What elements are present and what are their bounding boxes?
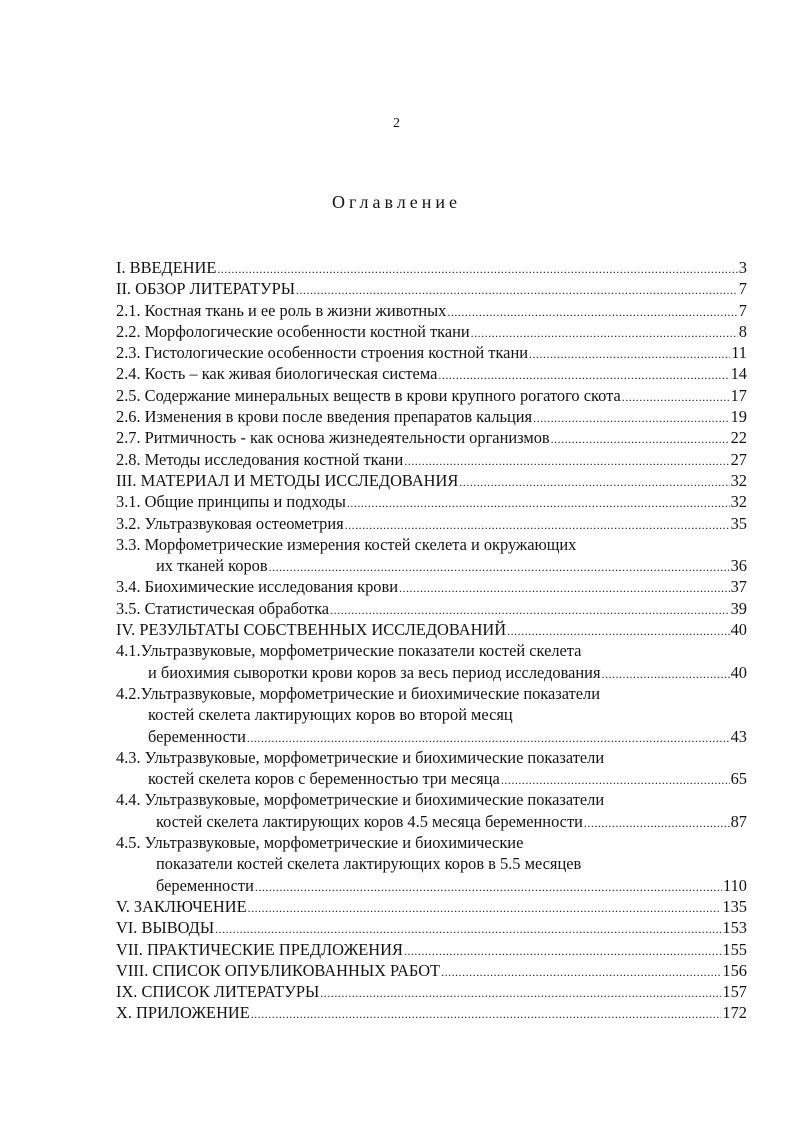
- toc-dot-leader: [320, 981, 721, 1002]
- toc-dot-leader: [347, 491, 730, 512]
- toc-entry-page: 3: [738, 258, 747, 277]
- toc-entry-text: 3.5. Статистическая обработка: [116, 598, 330, 618]
- toc-entry-page: 19: [730, 407, 747, 427]
- toc-entry-text: VIII. СПИСОК ОПУБЛИКОВАННЫХ РАБОТ: [116, 960, 441, 980]
- toc-entry-text: 4.1.Ультразвуковые, морфометрические показатели костей скелета: [116, 641, 582, 661]
- toc-dot-leader: [529, 342, 730, 363]
- toc-entry: [116, 598, 747, 619]
- toc-dot-leader: [330, 598, 730, 619]
- toc-dot-leader: [345, 513, 730, 534]
- toc-entry: [116, 939, 747, 960]
- toc-entry-text: 4.5. Ультразвуковые, морфометрические и биохимические: [116, 833, 524, 853]
- toc-entry-page: 36: [730, 556, 747, 576]
- toc-dot-leader: [622, 385, 730, 406]
- toc-entry-text: 2.5. Содержание минеральных веществ в крови крупного рогатого скота: [116, 385, 621, 405]
- toc-entry-text: 4.2.Ультразвуковые, морфометрические и биохимические показатели: [116, 683, 601, 703]
- page-title: Оглавление: [332, 192, 461, 212]
- toc-entry: [116, 576, 747, 597]
- toc-entry-continuation: костей скелета лактирующих коров 4.5 месяца беременности: [156, 811, 583, 831]
- toc-dot-leader: [447, 300, 737, 321]
- toc-dot-leader: [255, 875, 722, 896]
- toc-dot-leader: [215, 917, 721, 938]
- toc-dot-leader: [584, 811, 730, 832]
- toc-entry-text: IV. РЕЗУЛЬТАТЫ СОБСТВЕННЫХ ИССЛЕДОВАНИЙ: [116, 620, 507, 640]
- toc-entry-page: 40: [730, 620, 747, 640]
- toc-entry-text: VII. ПРАКТИЧЕСКИЕ ПРЕДЛОЖЕНИЯ: [116, 939, 403, 959]
- toc-entry-page: 22: [730, 428, 747, 448]
- toc-entry: [116, 470, 747, 491]
- toc-entry: [116, 875, 747, 896]
- toc-entry-continuation: их тканей коров: [156, 556, 268, 576]
- toc-entry: [116, 491, 747, 512]
- page-number: 2: [393, 116, 400, 131]
- toc-entry: [116, 278, 747, 299]
- toc-entry-text: X. ПРИЛОЖЕНИЕ: [116, 1003, 250, 1023]
- toc-entry-page: 156: [722, 960, 747, 980]
- toc-entry-page: 135: [722, 896, 747, 916]
- toc-entry-page: 172: [722, 1003, 747, 1023]
- toc-dot-leader: [501, 768, 730, 789]
- toc-entry: [116, 257, 747, 278]
- toc-entry-page: 110: [723, 875, 747, 895]
- toc-entry-text: 2.6. Изменения в крови после введения препаратов кальция: [116, 407, 533, 427]
- toc-entry: [116, 768, 747, 789]
- toc-entry-text: IX. СПИСОК ЛИТЕРАТУРЫ: [116, 982, 320, 1002]
- toc-dot-leader: [269, 555, 730, 576]
- toc-entry: [116, 427, 747, 448]
- toc-dot-leader: [248, 896, 722, 917]
- toc-entry: [116, 619, 747, 640]
- toc-dot-leader: [459, 470, 729, 491]
- toc-entry: [116, 811, 747, 832]
- toc-entry: [116, 662, 747, 683]
- toc-dot-leader: [441, 960, 721, 981]
- toc-entry-continuation: костей скелета лактирующих коров во второй месяц: [148, 705, 513, 725]
- toc-dot-leader: [533, 406, 730, 427]
- toc-entry: [116, 960, 747, 981]
- toc-entry: [116, 555, 747, 576]
- toc-entry-page: 153: [722, 918, 747, 938]
- toc-entry: [116, 896, 747, 917]
- toc-entry-text: III. МАТЕРИАЛ И МЕТОДЫ ИССЛЕДОВАНИЯ: [116, 470, 459, 490]
- toc-entry: [116, 981, 747, 1002]
- toc-entry-page: 155: [722, 939, 747, 959]
- toc-entry-page: 35: [730, 513, 747, 533]
- toc-entry: [116, 385, 747, 406]
- toc-entry: [116, 917, 747, 938]
- toc-entry-text: 3.3. Морфометрические измерения костей скелета и окружающих: [116, 534, 577, 554]
- toc-entry: [116, 406, 747, 427]
- toc-entry-text: VI. ВЫВОДЫ: [116, 918, 215, 938]
- toc-entry-page: 43: [730, 726, 747, 746]
- toc-entry-page: 14: [730, 364, 747, 384]
- toc-dot-leader: [551, 427, 730, 448]
- toc-entry-text: 3.1. Общие принципы и подходы: [116, 492, 346, 512]
- toc-entry-continuation: костей скелета коров с беременностью три месяца: [148, 769, 500, 789]
- toc-entry-page: 37: [730, 577, 747, 597]
- toc-entry: [116, 300, 747, 321]
- toc-entry-text: 3.2. Ультразвуковая остеометрия: [116, 513, 344, 533]
- toc-entry-page: 27: [730, 449, 747, 469]
- toc-dot-leader: [404, 449, 729, 470]
- toc-entry-text: 2.8. Методы исследования костной ткани: [116, 449, 404, 469]
- toc-entry-page: 11: [731, 343, 747, 363]
- toc-entry-continuation: беременности: [148, 726, 246, 746]
- table-of-contents: [116, 257, 747, 1024]
- toc-entry-page: 8: [738, 321, 747, 341]
- toc-entry-continuation: беременности: [156, 875, 254, 895]
- toc-entry: [116, 342, 747, 363]
- toc-dot-leader: [247, 726, 730, 747]
- toc-entry-page: 39: [730, 598, 747, 618]
- toc-dot-leader: [601, 662, 729, 683]
- toc-entry-page: 32: [730, 492, 747, 512]
- toc-dot-leader: [251, 1002, 722, 1023]
- toc-entry: [116, 449, 747, 470]
- toc-entry-text: 3.4. Биохимические исследования крови: [116, 577, 399, 597]
- toc-entry-text: 4.3. Ультразвуковые, морфометрические и биохимические показатели: [116, 747, 605, 767]
- toc-entry-page: 40: [730, 662, 747, 682]
- toc-entry-text: 2.1. Костная ткань и ее роль в жизни животных: [116, 300, 447, 320]
- toc-entry-text: I. ВВЕДЕНИЕ: [116, 258, 217, 277]
- toc-entry-page: 7: [738, 300, 747, 320]
- toc-dot-leader: [399, 576, 730, 597]
- toc-entry-text: 4.4. Ультразвуковые, морфометрические и биохимические показатели: [116, 790, 605, 810]
- toc-dot-leader: [404, 939, 722, 960]
- toc-entry-text: 2.7. Ритмичность - как основа жизнедеятельности организмов: [116, 428, 550, 448]
- toc-entry-continuation: и биохимия сыворотки крови коров за весь период исследования: [148, 662, 601, 682]
- toc-entry: [116, 726, 747, 747]
- toc-entry: [116, 1002, 747, 1023]
- toc-entry-page: 7: [738, 279, 747, 299]
- toc-entry: [116, 321, 747, 342]
- toc-dot-leader: [217, 257, 737, 278]
- toc-entry-page: 65: [730, 769, 747, 789]
- toc-dot-leader: [438, 363, 729, 384]
- toc-entry-text: V. ЗАКЛЮЧЕНИЕ: [116, 896, 247, 916]
- toc-entry-text: II. ОБЗОР ЛИТЕРАТУРЫ: [116, 279, 296, 299]
- toc-entry-page: 157: [722, 982, 747, 1002]
- toc-entry: [116, 363, 747, 384]
- toc-dot-leader: [471, 321, 738, 342]
- toc-entry-page: 87: [730, 811, 747, 831]
- toc-entry-text: 2.3. Гистологические особенности строения костной ткани: [116, 343, 528, 363]
- toc-entry: [116, 513, 747, 534]
- toc-entry-page: 17: [730, 385, 747, 405]
- toc-entry-text: 2.4. Кость – как живая биологическая система: [116, 364, 438, 384]
- toc-dot-leader: [296, 278, 738, 299]
- toc-entry-continuation: показатели костей скелета лактирующих коров в 5.5 месяцев: [156, 854, 582, 874]
- toc-entry-page: 32: [730, 470, 747, 490]
- toc-entry-text: 2.2. Морфологические особенности костной ткани: [116, 321, 470, 341]
- toc-dot-leader: [507, 619, 730, 640]
